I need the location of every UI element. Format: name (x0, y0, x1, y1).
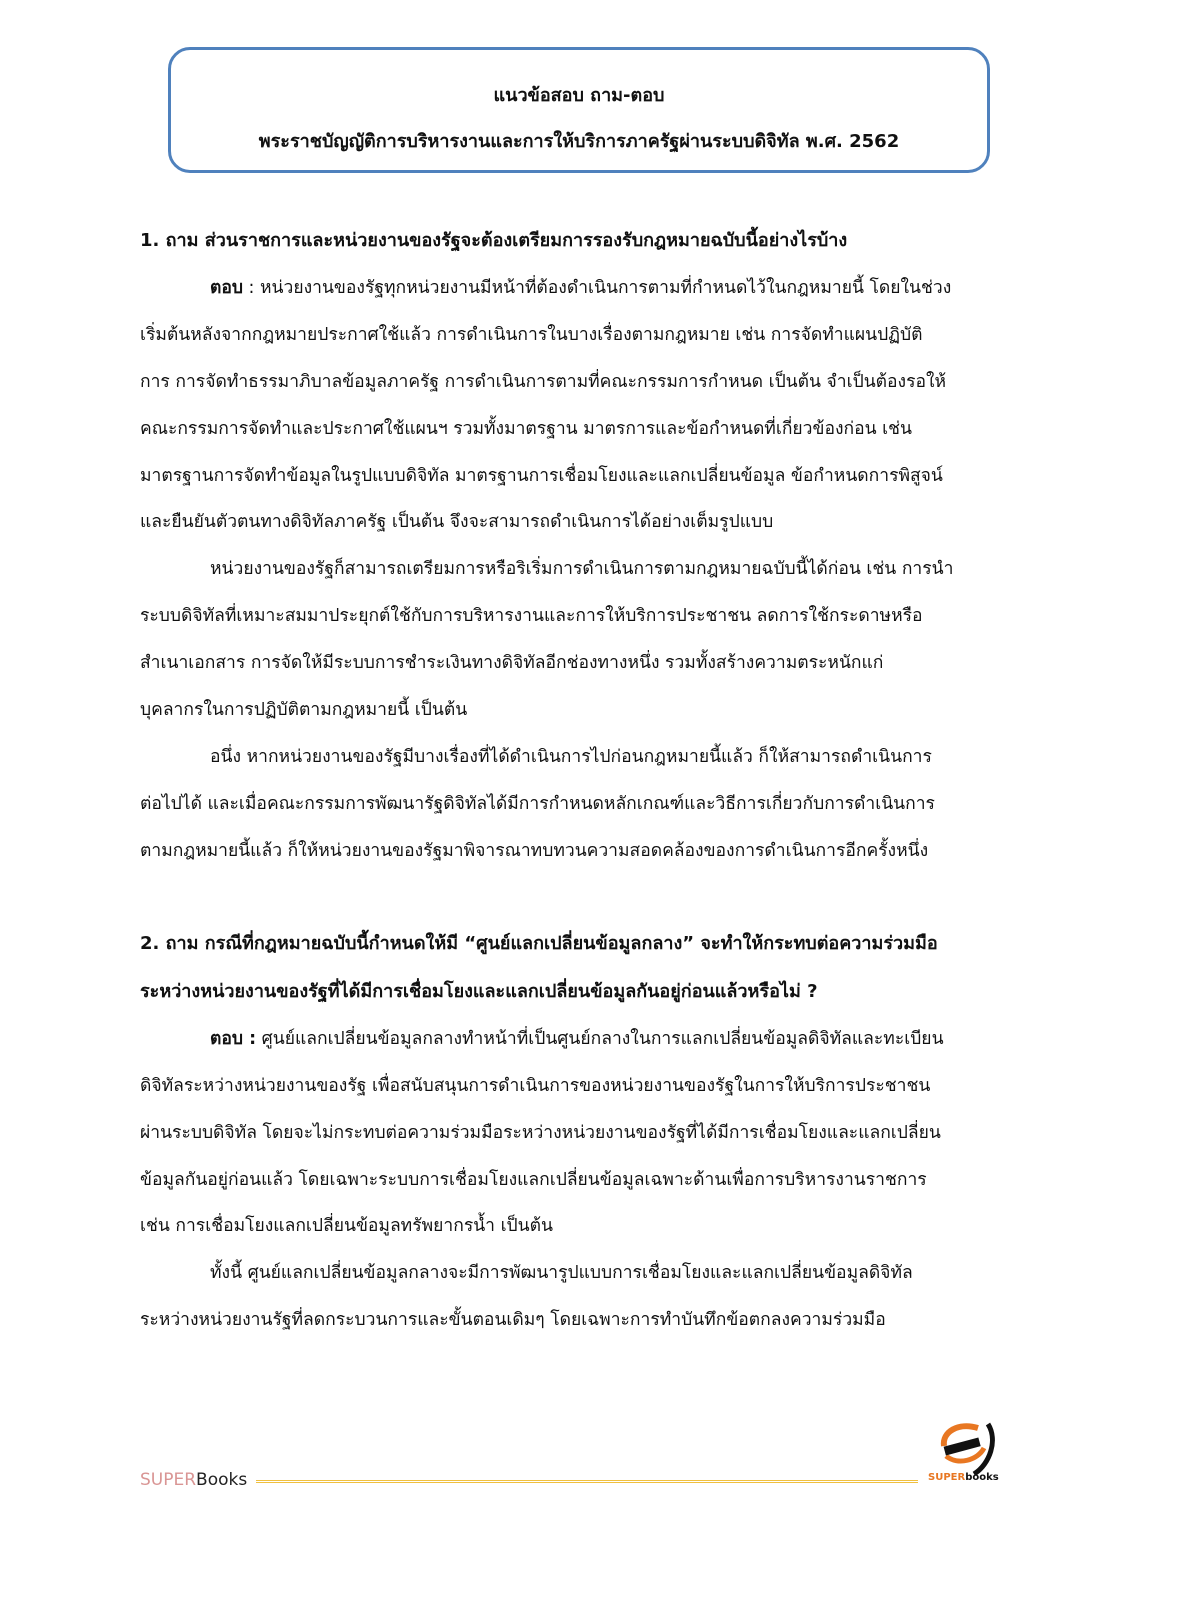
answer-2-line: ทั้งนี้ ศูนย์แลกเปลี่ยนข้อมูลกลางจะมีการพัฒนารูปแบบการเชื่อมโยงและแลกเปลี่ยนข้อมูลดิจิทัล (210, 1263, 913, 1283)
answer-1-line: ต่อไปได้ และเมื่อคณะกรรมการพัฒนารัฐดิจิทัลได้มีการกำหนดหลักเกณฑ์และวิธีการเกี่ยวกับการดำเนินการ (140, 794, 935, 814)
answer-2-line: ผ่านระบบดิจิทัล โดยจะไม่กระทบต่อความร่วมมือระหว่างหน่วยงานของรัฐที่ได้มีการเชื่อมโยงและแลกเปลี่ยน (140, 1123, 941, 1143)
question-1: 1. ถาม ส่วนราชการและหน่วยงานของรัฐจะต้องเตรียมการรองรับกฎหมายฉบับนี้อย่างไรบ้าง (140, 230, 848, 251)
footer (140, 1470, 1010, 1494)
title-box (168, 47, 990, 173)
answer-2-line: ข้อมูลกันอยู่ก่อนแล้ว โดยเฉพาะระบบการเชื่อมโยงแลกเปลี่ยนข้อมูลเฉพาะด้านเพื่อการบริหารงานราชการ (140, 1170, 927, 1190)
answer-2-line: ตอบ : ศูนย์แลกเปลี่ยนข้อมูลกลางทำหน้าที่เป็นศูนย์กลางในการแลกเปลี่ยนข้อมูลดิจิทัลและทะเบียน (210, 1029, 944, 1049)
answer-1-line: การ การจัดทำธรรมาภิบาลข้อมูลภาครัฐ การดำเนินการตามที่คณะกรรมการกำหนด เป็นต้น จำเป็นต้องรอให้ (140, 372, 947, 392)
answer-2-line: เช่น การเชื่อมโยงแลกเปลี่ยนข้อมูลทรัพยากรน้ำ เป็นต้น (140, 1216, 553, 1236)
logo-swoosh-icon (928, 1420, 998, 1475)
answer-label: ตอบ (210, 278, 243, 298)
superbooks-logo (928, 1420, 1008, 1490)
question-2-line1: 2. ถาม กรณีที่กฎหมายฉบับนี้กำหนดให้มี “ศูนย์แลกเปลี่ยนข้อมูลกลาง” จะทำให้กระทบต่อความร่วมมือ (140, 933, 938, 954)
answer-1-line: บุคลากรในการปฏิบัติตามกฎหมายนี้ เป็นต้น (140, 700, 468, 720)
answer-1-line: มาตรฐานการจัดทำข้อมูลในรูปแบบดิจิทัล มาตรฐานการเชื่อมโยงและแลกเปลี่ยนข้อมูล ข้อกำหนดการพิสูจน์ (140, 466, 943, 486)
answer-1-line: อนึ่ง หากหน่วยงานของรัฐมีบางเรื่องที่ได้ดำเนินการไปก่อนกฎหมายนี้แล้ว ก็ให้สามารถดำเนินการ (210, 747, 932, 767)
logo-text: SUPERbooks (928, 1472, 999, 1483)
footer-brand-super: SUPER (140, 1470, 197, 1490)
answer-1-line: และยืนยันตัวตนทางดิจิทัลภาครัฐ เป็นต้น จึงจะสามารถดำเนินการได้อย่างเต็มรูปแบบ (140, 512, 774, 532)
footer-brand-books: Books (196, 1470, 248, 1490)
answer-label: ตอบ : (210, 1029, 257, 1049)
answer-2-line: ดิจิทัลระหว่างหน่วยงานของรัฐ เพื่อสนับสนุนการดำเนินการของหน่วยงานของรัฐในการให้บริการประชาชน (140, 1076, 931, 1096)
answer-1-line: ระบบดิจิทัลที่เหมาะสมมาประยุกต์ใช้กับการบริหารงานและการให้บริการประชาชน ลดการใช้กระดาษหรือ (140, 606, 923, 626)
document-title: แนวข้อสอบ ถาม-ตอบ (493, 85, 665, 106)
answer-1-line: สำเนาเอกสาร การจัดให้มีระบบการชำระเงินทางดิจิทัลอีกช่องทางหนึ่ง รวมทั้งสร้างความตระหนักแก่ (140, 653, 884, 673)
question-2-line2: ระหว่างหน่วยงานของรัฐที่ได้มีการเชื่อมโยงและแลกเปลี่ยนข้อมูลกันอยู่ก่อนแล้วหรือไม่ ? (140, 981, 818, 1002)
answer-1-line: เริ่มต้นหลังจากกฎหมายประกาศใช้แล้ว การดำเนินการในบางเรื่องตามกฎหมาย เช่น การจัดทำแผนปฏิบัติ (140, 325, 923, 345)
document-subtitle: พระราชบัญญัติการบริหารงานและการให้บริการภาครัฐผ่านระบบดิจิทัล พ.ศ. 2562 (258, 131, 900, 152)
answer-1-line: คณะกรรมการจัดทำและประกาศใช้แผนฯ รวมทั้งมาตรฐาน มาตรการและข้อกำหนดที่เกี่ยวข้องก่อน เช่น (140, 419, 912, 439)
footer-divider (256, 1480, 918, 1483)
answer-1-line: ตอบ : หน่วยงานของรัฐทุกหน่วยงานมีหน้าที่ต้องดำเนินการตามที่กำหนดไว้ในกฎหมายนี้ โดยในช่วง (210, 278, 952, 298)
answer-1-line: ตามกฎหมายนี้แล้ว ก็ให้หน่วยงานของรัฐมาพิจารณาทบทวนความสอดคล้องของการดำเนินการอีกครั้งหนึ่ง (140, 841, 929, 861)
answer-2-line: ระหว่างหน่วยงานรัฐที่ลดกระบวนการและขั้นตอนเดิมๆ โดยเฉพาะการทำบันทึกข้อตกลงความร่วมมือ (140, 1310, 886, 1330)
answer-1-line: หน่วยงานของรัฐก็สามารถเตรียมการหรือริเริ่มการดำเนินการตามกฎหมายฉบับนี้ได้ก่อน เช่น การนำ (210, 559, 954, 579)
